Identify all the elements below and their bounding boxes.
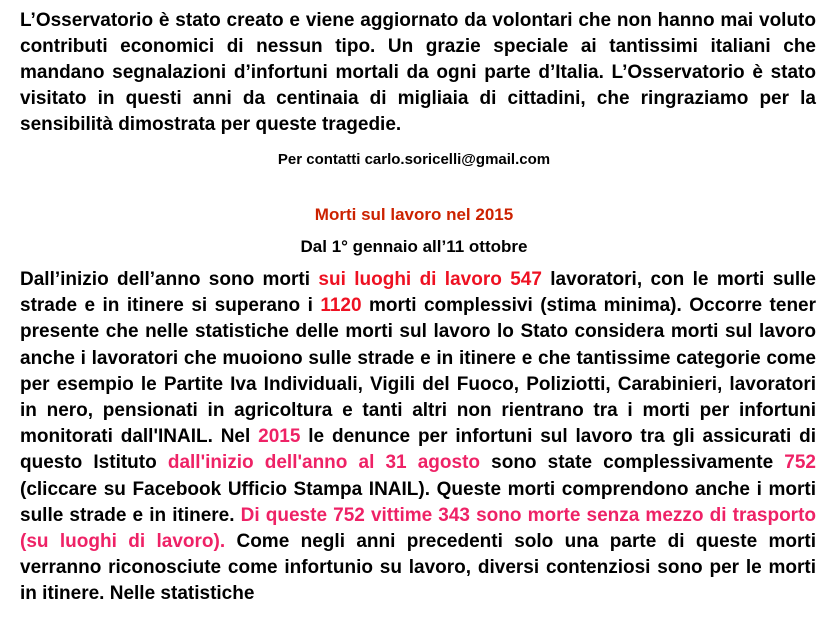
body-text: sono state complessivamente [480,452,785,474]
intro-paragraph: L’Osservatorio è stato creato e viene aggiornato da volontari che non hanno mai voluto contributi economici di nessun tipo. Un grazie speciale ai tantissimi italiani che mandano segnalazioni d’infortuni mortali da ogni parte d’Italia. L’Osservatorio è stato visitato in questi anni da centinaia di migliaia di cittadini, che ringraziamo per la sensibilità dimostrata per queste tragedie. [20,10,816,135]
section-subheading: Dal 1° gennaio all’11 ottobre [300,237,528,256]
body-text: Dall’inizio dell’anno sono morti [20,269,319,290]
highlight-inail-count: 752 [784,452,816,474]
body-text: lavoratori, con le morti sulle strade e in itinere si superano i [20,269,816,317]
highlight-victims-breakdown: Di queste 752 vittime 343 sono morte senza mezzo di trasporto (su luoghi di lavoro). [20,504,817,553]
main-paragraph [20,267,816,608]
highlight-year: 2015 [258,426,301,448]
body-text: (cliccare su Facebook Ufficio Stampa INAIL). Queste morti comprendono anche i morti sulle strade e in itinere. [20,478,816,526]
section-heading: Morti sul lavoro nel 2015 [314,205,514,224]
highlight-period: dall'inizio dell'anno al 31 agosto [167,452,481,474]
body-text: morti complessivi (stima minima). Occorre tener presente che nelle statistiche delle morti sul lavoro lo Stato considera morti sul lavoro anche i lavoratori che muoiono sulle strade e in itinere e che tantissime categorie come per esempio le Partite Iva Individuali, Vigili del Fuoco, Poliziotti, Carabinieri, lavoratori in nero, pensionati in agricoltura e tanti altri non rientrano tra i morti per infortuni monitorati dall'INAIL. Nel [20,295,817,448]
body-text: Come negli anni precedenti solo una parte di queste morti verranno riconosciute come infortunio su lavoro, diversi contenziosi sono per le morti in itinere. Nelle statistiche [20,531,817,605]
highlight-workplace-deaths: sui luoghi di lavoro 547 [318,269,542,290]
body-text: le denunce per infortuni sul lavoro tra gli assicurati di questo Istituto [20,426,816,474]
highlight-total-deaths: 1120 [320,295,362,317]
contact-line: Per contatti carlo.soricelli@gmail.com [277,151,551,168]
